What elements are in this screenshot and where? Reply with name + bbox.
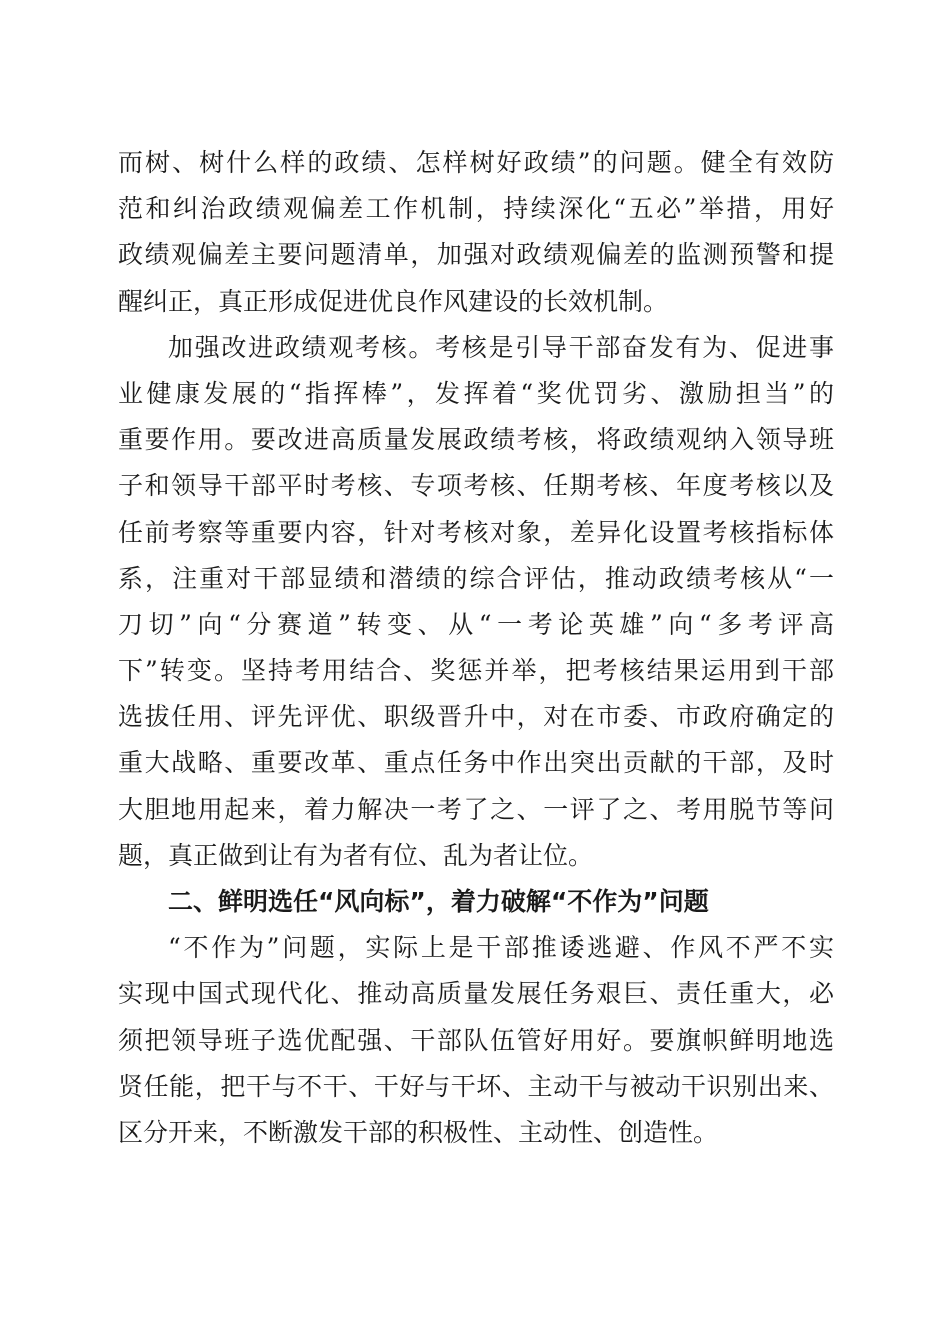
text-line: 醒纠正，真正形成促进优良作风建设的长效机制。	[118, 286, 669, 316]
text-line: 须把领导班子选优配强、干部队伍管好用好。要旗帜鲜明地选	[118, 1025, 834, 1055]
text-line: 任前考察等重要内容，针对考核对象，差异化设置考核指标体	[118, 517, 834, 547]
text-line: 题，真正做到让有为者有位、乱为者让位。	[118, 840, 594, 870]
text-line: 大胆地用起来，着力解决一考了之、一评了之、考用脱节等问	[118, 794, 834, 824]
text-line: 贤任能，把干与不干、干好与干坏、主动干与被动干识别出来、	[118, 1071, 834, 1101]
text-line: 子和领导干部平时考核、专项考核、任期考核、年度考核以及	[118, 471, 834, 501]
section-heading: 二、鲜明选任“风向标”，着力破解“不作为”问题	[168, 887, 709, 916]
text-line: 区分开来，不断激发干部的积极性、主动性、创造性。	[118, 1117, 719, 1147]
text-line: 选拔任用、评先评优、职级晋升中，对在市委、市政府确定的	[118, 702, 834, 732]
text-line: 实现中国式现代化、推动高质量发展任务艰巨、责任重大，必	[118, 979, 834, 1009]
text-line: 重大战略、重要改革、重点任务中作出突出贡献的干部，及时	[118, 748, 834, 778]
text-line: 政绩观偏差主要问题清单，加强对政绩观偏差的监测预警和提	[118, 240, 834, 270]
text-line: 而树、树什么样的政绩、怎样树好政绩”的问题。健全有效防	[118, 148, 834, 177]
text-line: 刀切”向“分赛道”转变、从“一考论英雄”向“多考评高	[118, 609, 834, 639]
text-line: 重要作用。要改进高质量发展政绩考核，将政绩观纳入领导班	[118, 425, 834, 455]
document-page	[118, 140, 834, 1156]
text-line: 业健康发展的“指挥棒”，发挥着“奖优罚劣、激励担当”的	[118, 378, 834, 408]
text-line: 范和纠治政绩观偏差工作机制，持续深化“五必”举措，用好	[118, 194, 834, 224]
text-line: 下”转变。坚持考用结合、奖惩并举，把考核结果运用到干部	[118, 656, 834, 686]
text-line: 加强改进政绩观考核。考核是引导干部奋发有为、促进事	[168, 332, 834, 362]
text-line: 系，注重对干部显绩和潜绩的综合评估，推动政绩考核从“一	[118, 563, 834, 593]
text-line: “不作为”问题，实际上是干部推诿逃避、作风不严不实	[168, 933, 834, 963]
